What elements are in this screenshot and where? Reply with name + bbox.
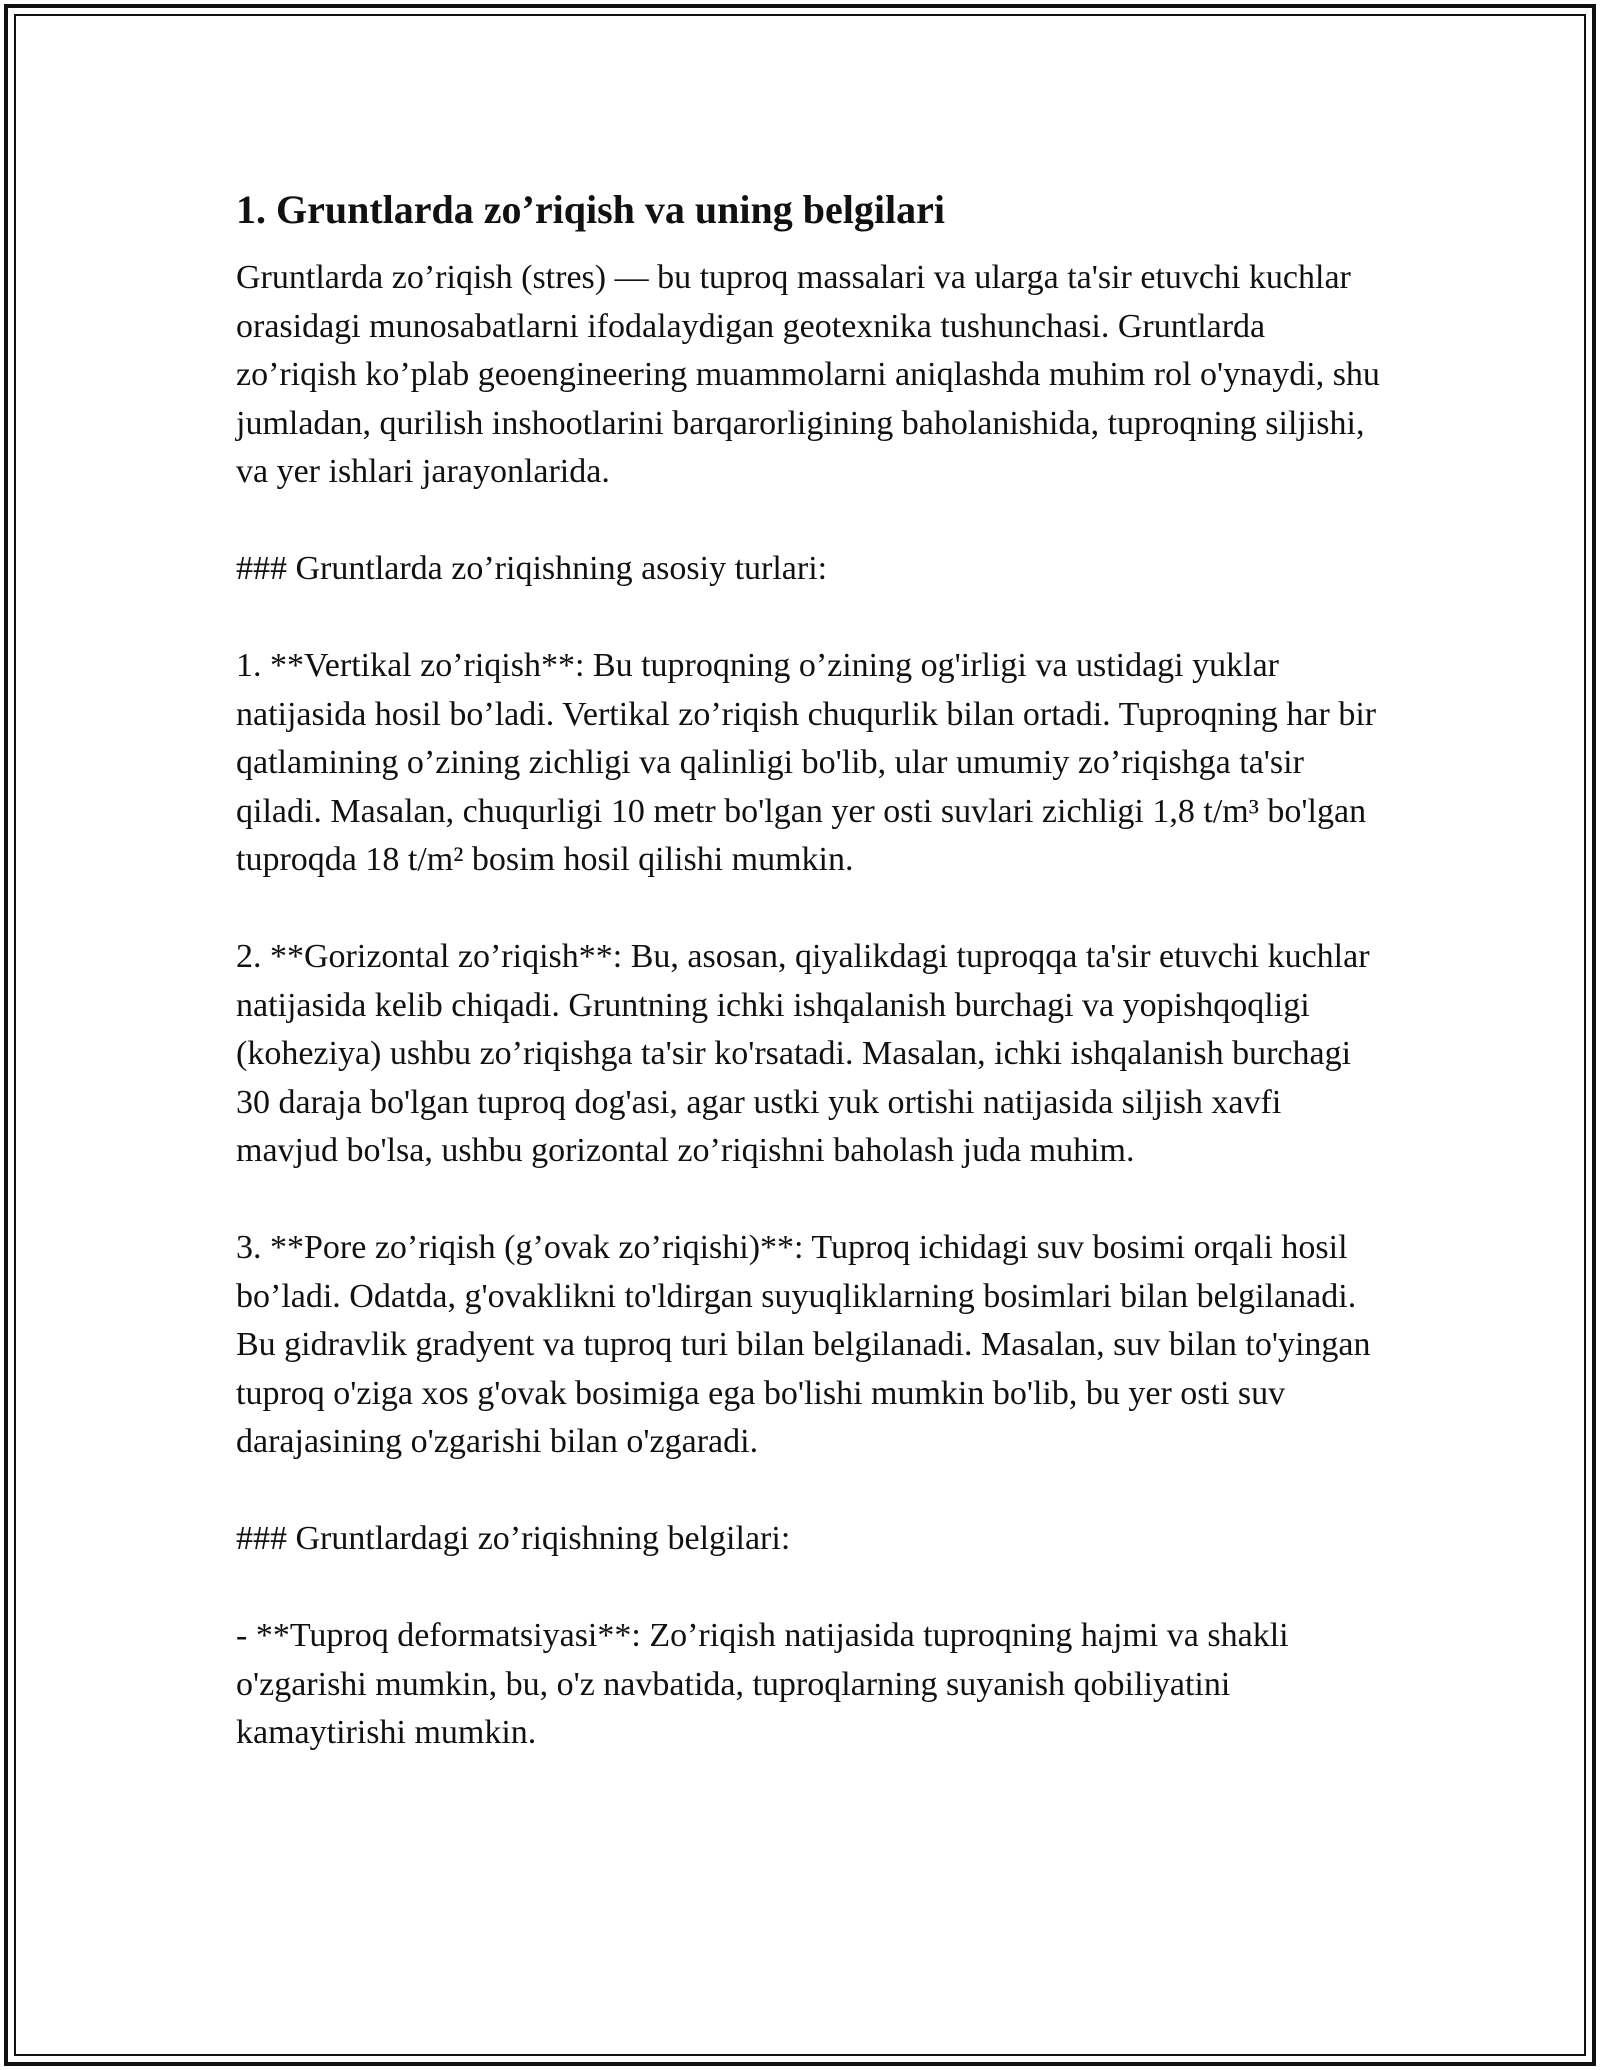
- list-item-horizontal-stress: 2. **Gorizontal zo’riqish**: Bu, asosan, qiyalikdagi tuproqqa ta'sir etuvchi kuchlar natijasida kelib chiqadi. Gruntning ichki ishqalanish burchagi va yopishqoqligi (koheziya) ushbu zo’riqishga ta'sir ko'rsatadi. Masalan, ichki ishqalanish burchagi 30 daraja bo'lgan tuproq dog'asi, agar ustki yuk ortishi natijasida siljish xavfi mavjud bo'lsa, ushbu gorizontal zo’riqishni baholash juda muhim.: [236, 938, 1370, 1169]
- document-body: [236, 186, 1386, 1806]
- section-heading-signs: ### Gruntlardagi zo’riqishning belgilari:: [236, 1520, 791, 1557]
- intro-paragraph: Gruntlarda zo’riqish (stres) — bu tuproq massalari va ularga ta'sir etuvchi kuchlar orasidagi munosabatlarni ifodalaydigan geotexnika tushunchasi. Gruntlarda zo’riqish ko’plab geoengineering muammolarni aniqlashda muhim rol o'ynaydi, shu jumladan, qurilish inshootlarini barqarorligining baholanishida, tuproqning siljishi, va yer ishlari jarayonlarida.: [236, 259, 1380, 490]
- list-item-soil-deformation: - **Tuproq deformatsiyasi**: Zo’riqish natijasida tuproqning hajmi va shakli o'zgarishi mumkin, bu, o'z navbatida, tuproqlarning suyanish qobiliyatini kamaytirishi mumkin.: [236, 1617, 1289, 1751]
- document-title: 1. Gruntlarda zo’riqish va uning belgilari: [236, 187, 945, 232]
- section-heading-types: ### Gruntlarda zo’riqishning asosiy turlari:: [236, 550, 828, 587]
- list-item-pore-stress: 3. **Pore zo’riqish (g’ovak zo’riqishi)**: Tuproq ichidagi suv bosimi orqali hosil bo’ladi. Odatda, g'ovaklikni to'ldirgan suyuqliklarning bosimlari bilan belgilanadi. Bu gidravlik gradyent va tuproq turi bilan belgilanadi. Masalan, suv bilan to'yingan tuproq o'ziga xos g'ovak bosimiga ega bo'lishi mumkin bo'lib, bu yer osti suv darajasining o'zgarishi bilan o'zgaradi.: [236, 1229, 1371, 1460]
- list-item-vertical-stress: 1. **Vertikal zo’riqish**: Bu tuproqning o’zining og'irligi va ustidagi yuklar natijasida hosil bo’ladi. Vertikal zo’riqish chuqurlik bilan ortadi. Tuproqning har bir qatlamining o’zining zichligi va qalinligi bo'lib, ular umumiy zo’riqishga ta'sir qiladi. Masalan, chuqurligi 10 metr bo'lgan yer osti suvlari zichligi 1,8 t/m³ bo'lgan tuproqda 18 t/m² bosim hosil qilishi mumkin.: [236, 647, 1377, 878]
